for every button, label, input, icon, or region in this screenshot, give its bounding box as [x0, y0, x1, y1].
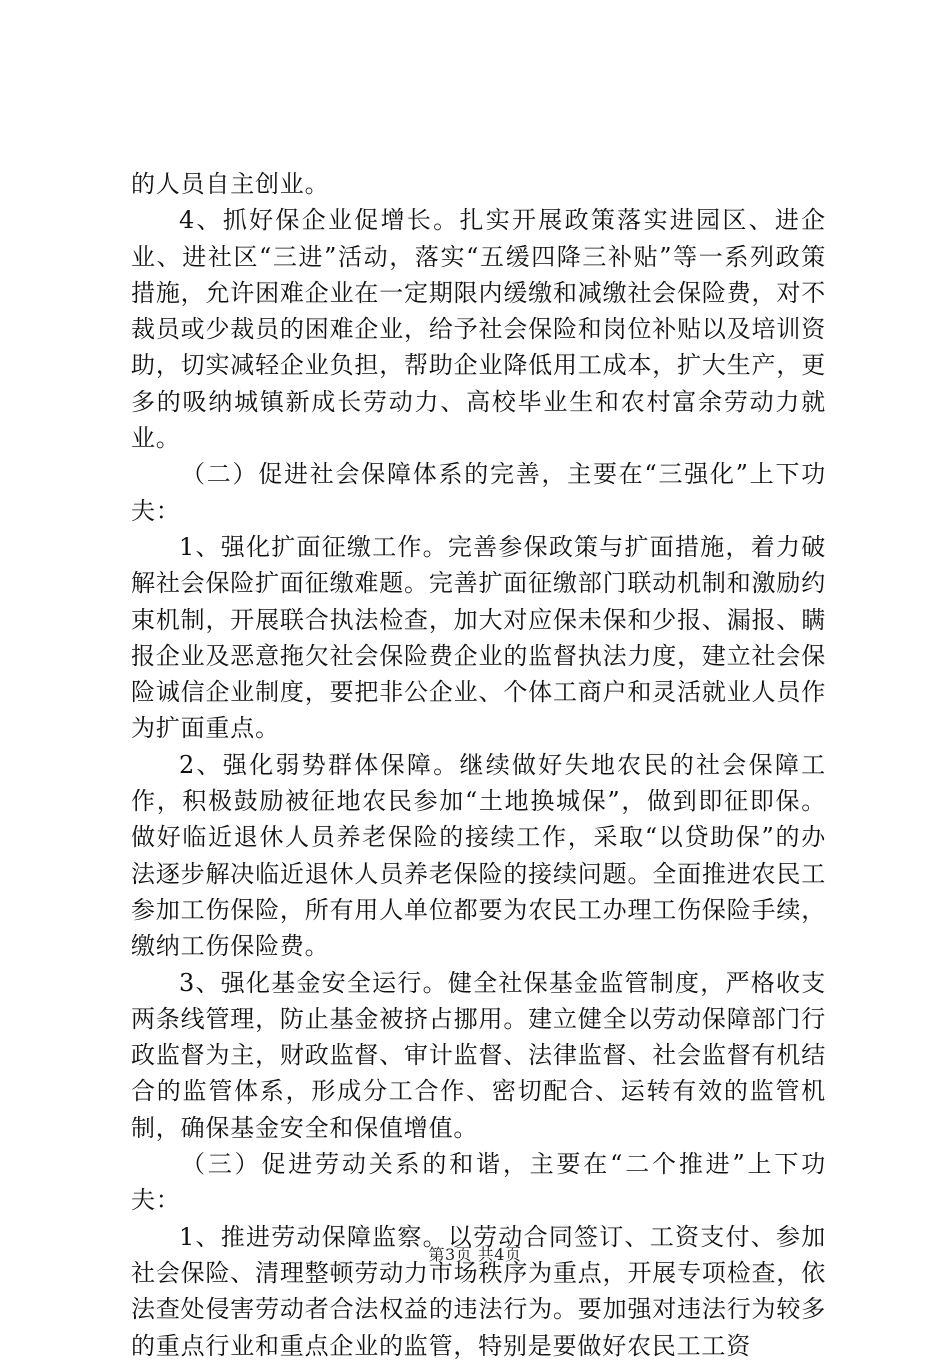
- page-number-footer: 第3页 共4页: [428, 1245, 522, 1264]
- paragraph: 2、强化弱势群体保障。继续做好失地农民的社会保障工作，积极鼓励被征地农民参加“土地换城保”，做到即征即保。做好临近退休人员养老保险的接续工作，采取“以贷助保”的办法逐步解决临近退休人员养老保险的接续问题。全面推进农民工参加工伤保险，所有用人单位都要为农民工办理工伤保险手续，缴纳工伤保险费。: [131, 750, 826, 961]
- paragraph: 1、强化扩面征缴工作。完善参保政策与扩面措施，着力破解社会保险扩面征缴难题。完善扩面征缴部门联动机制和激励约束机制，开展联合执法检查，加大对应保未保和少报、漏报、瞒报企业及恶意拖欠社会保险费企业的监督执法力度，建立社会保险诚信企业制度，要把非公企业、个体工商户和灵活就业人员作为扩面重点。: [131, 532, 826, 743]
- document-body: [131, 166, 826, 1364]
- section-heading: （三）促进劳动关系的和谐，主要在“二个推进”上下功夫：: [131, 1150, 826, 1215]
- paragraph: 的人员自主创业。: [131, 170, 330, 198]
- paragraph: 1、推进劳动保障监察。以劳动合同签订、工资支付、参加社会保险、清理整顿劳动力市场秩序为重点，开展专项检查，依法查处侵害劳动者合法权益的违法行为。要加强对违法行为较多的重点行业和重点企业的监管，特别是要做好农民工工资: [131, 1222, 826, 1360]
- section-heading: （二）促进社会保障体系的完善，主要在“三强化”上下功夫：: [131, 460, 826, 525]
- paragraph: 3、强化基金安全运行。健全社保基金监管制度，严格收支两条线管理，防止基金被挤占挪用。建立健全以劳动保障部门行政监督为主，财政监督、审计监督、法律监督、社会监督有机结合的监管体系，形成分工合作、密切配合、运转有效的监管机制，确保基金安全和保值增值。: [131, 968, 826, 1142]
- paragraph: 4、抓好保企业促增长。扎实开展政策落实进园区、进企业、进社区“三进”活动，落实“五缓四降三补贴”等一系列政策措施，允许困难企业在一定期限内缓缴和减缴社会保险费，对不裁员或少裁员的困难企业，给予社会保险和岗位补贴以及培训资助，切实减轻企业负担，帮助企业降低用工成本，扩大生产，更多的吸纳城镇新成长劳动力、高校毕业生和农村富余劳动力就业。: [131, 206, 826, 453]
